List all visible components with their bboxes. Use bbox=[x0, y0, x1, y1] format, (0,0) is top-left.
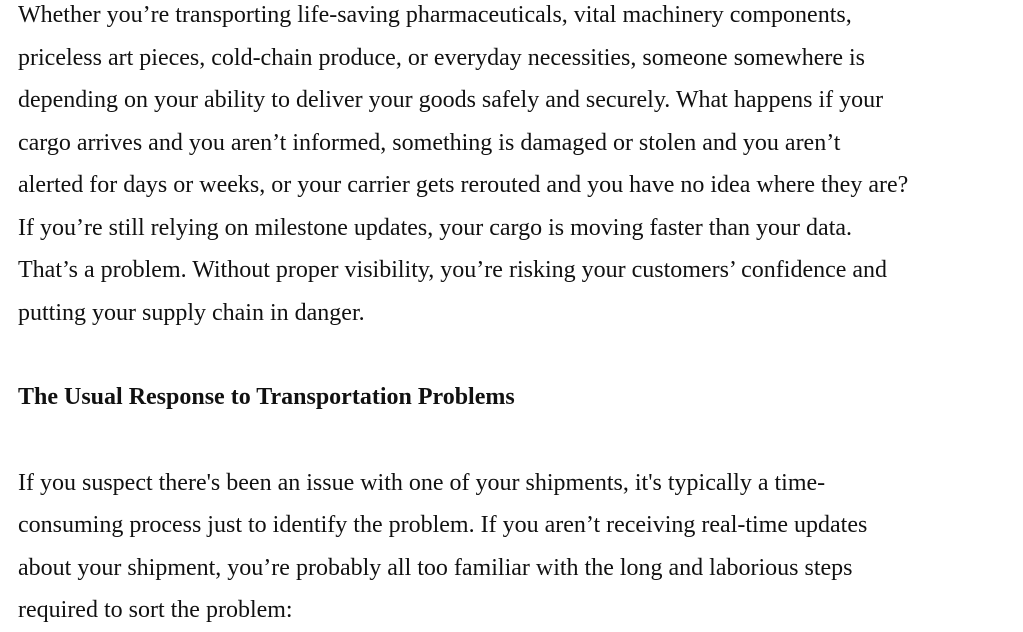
intro-line: priceless art pieces, cold-chain produce, or everyday necessities, someone somewhere is bbox=[18, 44, 866, 71]
section-line: about your shipment, you’re probably all too familiar with the long and laborious steps bbox=[18, 554, 853, 581]
section-line: If you suspect there's been an issue with one of your shipments, it's typically a time- bbox=[18, 469, 826, 496]
intro-line: Whether you’re transporting life-saving pharmaceuticals, vital machinery components, bbox=[18, 2, 852, 28]
section-heading: The Usual Response to Transportation Problems bbox=[18, 384, 515, 410]
section-line: consuming process just to identify the problem. If you aren’t receiving real-time updates bbox=[18, 512, 868, 538]
intro-line: If you’re still relying on milestone updates, your cargo is moving faster than your data. bbox=[18, 214, 853, 241]
intro-paragraph bbox=[18, 0, 1011, 334]
intro-line: cargo arrives and you aren’t informed, something is damaged or stolen and you aren’t bbox=[18, 129, 841, 156]
intro-line: That’s a problem. Without proper visibility, you’re risking your customers’ confidence and bbox=[18, 257, 888, 283]
intro-line: putting your supply chain in danger. bbox=[18, 299, 365, 326]
intro-line: depending on your ability to deliver your goods safely and securely. What happens if your bbox=[18, 87, 884, 113]
intro-line: alerted for days or weeks, or your carrier gets rerouted and you have no idea where they are? bbox=[18, 172, 909, 198]
section-paragraph bbox=[18, 462, 1011, 632]
section-line: required to sort the problem: bbox=[18, 597, 293, 623]
